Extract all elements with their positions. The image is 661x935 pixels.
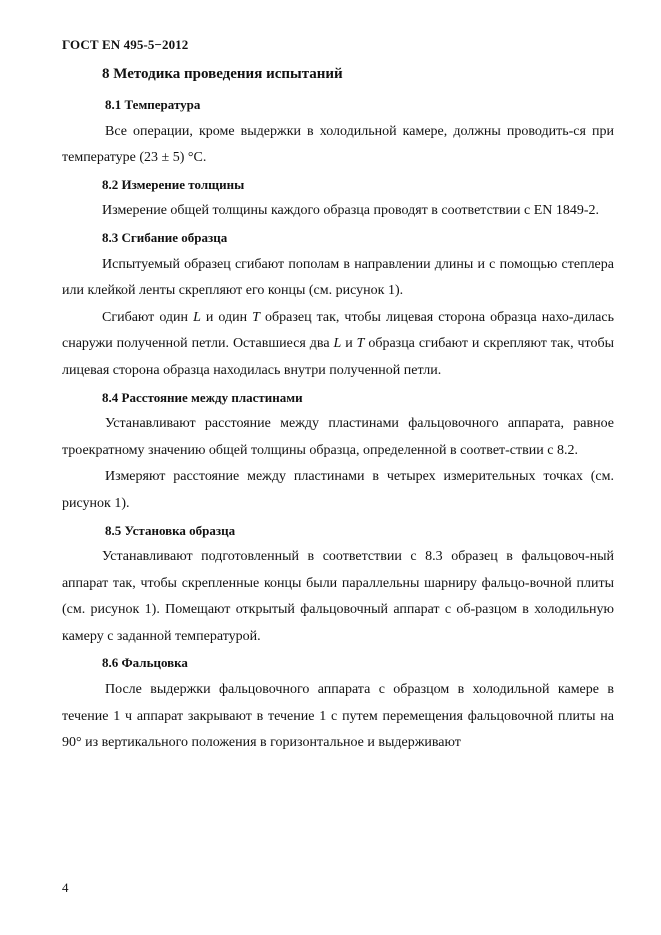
subsection-title-8-4: 8.4 Расстояние между пластинами [102, 389, 303, 405]
variable-t: T [252, 309, 260, 325]
subsection-title-8-1: 8.1 Температура [105, 97, 201, 112]
paragraph-8-3-2 [62, 305, 614, 385]
document-header: ГОСТ EN 495-5−2012 [62, 37, 189, 52]
text-span: образца сгибают и скрепляют так, чтобы лицевая сторона образца находилась внутри полученной петли. [62, 336, 615, 378]
section-title: 8 Методика проведения испытаний [102, 66, 343, 82]
paragraph-8-6: После выдержки фальцовочного аппарата с образцом в холодильной камере в течение 1 ч аппарат закрывают в течение 1 с путем перемещения фальцовочной плиты на 90° из вертикального положения в горизонтальное и выдерживают [62, 682, 614, 751]
subsection-title-8-2: 8.2 Измерение толщины [102, 176, 245, 192]
paragraph-8-4-2: Измеряют расстояние между пластинами в четырех измерительных точках (см. рисунок 1). [62, 469, 614, 511]
text-span: и один [200, 309, 253, 325]
variable-l: L [333, 336, 342, 352]
page-number: 4 [62, 880, 69, 895]
paragraph-8-5: Устанавливают подготовленный в соответствии с 8.3 образец в фальцовоч-ный аппарат так, чтобы скрепленные концы были параллельны шарниру фальцо-вочной плиты (см. рисунок 1). Помещают открытый фальцовочный аппарат с об-разцом в холодильную камеру с заданной температурой. [62, 549, 614, 644]
paragraph-8-2: Измерение общей толщины каждого образца проводят в соответствии с EN 1849-2. [102, 203, 600, 219]
variable-l: L [193, 309, 201, 325]
paragraph-8-4-1: Устанавливают расстояние между пластинами фальцовочного аппарата, равное троекратному значению общей толщины образца, определенной в соответ-ствии с 8.2. [62, 416, 614, 458]
subsection-title-8-5: 8.5 Установка образца [105, 522, 236, 538]
subsection-title-8-3: 8.3 Сгибание образца [102, 229, 228, 245]
paragraph-8-1: Все операции, кроме выдержки в холодильной камере, должны проводить-ся при температуре (23 ± 5) °С. [62, 123, 614, 166]
paragraph-8-3-1: Испытуемый образец сгибают пополам в направлении длины и с помощью степлера или клейкой ленты скрепляют его концы (см. рисунок 1). [62, 256, 614, 299]
text-span: и [341, 336, 357, 352]
text-span: Сгибают один [102, 309, 194, 325]
text-span: образец так, чтобы лицевая сторона образца нахо-дилась снаружи полученной петли. Оставшиеся два [62, 309, 614, 352]
subsection-title-8-6: 8.6 Фальцовка [102, 655, 188, 671]
document-body [62, 62, 614, 757]
variable-t: T [356, 336, 365, 352]
